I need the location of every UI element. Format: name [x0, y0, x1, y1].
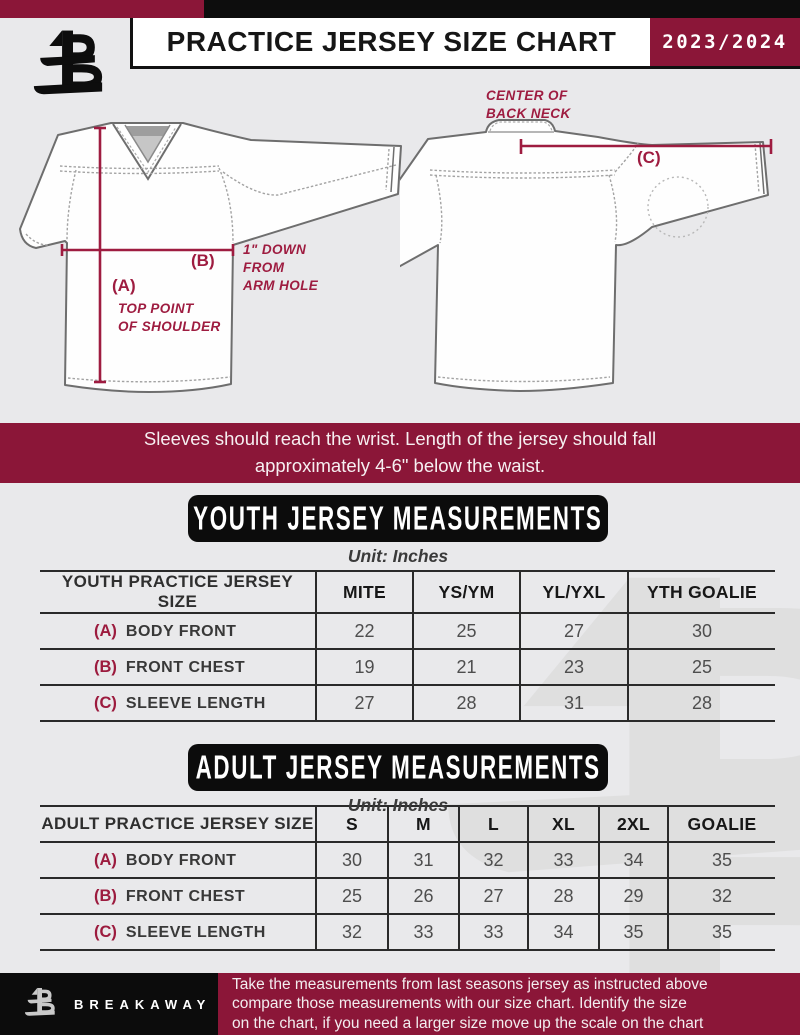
measure-c-caption-line2: BACK NECK — [486, 105, 571, 121]
cell-value: 33 — [528, 842, 599, 878]
cell-value: 32 — [316, 914, 388, 950]
page-title: PRACTICE JERSEY SIZE CHART — [166, 26, 617, 57]
cell-value: 27 — [520, 613, 628, 649]
youth-section-heading — [188, 495, 608, 542]
fit-notice-line2: approximately 4-6" below the waist. — [254, 455, 546, 476]
cell-value: 35 — [668, 842, 775, 878]
youth-size-goalie: YTH GOALIE — [628, 571, 775, 613]
cell-value: 35 — [668, 914, 775, 950]
cell-value: 30 — [628, 613, 775, 649]
fit-notice-line1: Sleeves should reach the wrist. Length of the jersey should fall — [143, 428, 657, 450]
adult-size-column-label: ADULT PRACTICE JERSEY SIZE — [40, 806, 316, 842]
adult-row-a-label — [40, 842, 316, 878]
cell-value: 25 — [316, 878, 388, 914]
cell-value: 28 — [413, 685, 520, 721]
adult-size-table — [40, 805, 775, 951]
cell-value: 34 — [599, 842, 668, 878]
cell-value: 23 — [520, 649, 628, 685]
front-jersey-diagram-icon — [10, 95, 410, 395]
table-row — [40, 842, 775, 878]
row-name: BODY FRONT — [125, 851, 237, 869]
back-jersey-diagram-icon — [400, 95, 800, 395]
cell-value: 21 — [413, 649, 520, 685]
cell-value: 19 — [316, 649, 413, 685]
adult-heading-text: ADULT JERSEY MEASUREMENTS — [195, 748, 601, 786]
cell-value: 25 — [413, 613, 520, 649]
adult-section-heading — [188, 744, 608, 791]
row-letter: (C) — [94, 693, 117, 712]
cell-value: 27 — [316, 685, 413, 721]
row-name: BODY FRONT — [125, 622, 237, 640]
footer-instruction-line1: Take the measurements from last seasons jersey as instructed above — [232, 976, 708, 994]
footer-instruction-line2: compare those measurements with our size chart. Identify the size — [232, 995, 687, 1013]
youth-size-ylyxl: YL/YXL — [520, 571, 628, 613]
measure-a-caption-line2: OF SHOULDER — [118, 318, 221, 334]
cell-value: 30 — [316, 842, 388, 878]
cell-value: 31 — [520, 685, 628, 721]
row-name: FRONT CHEST — [125, 658, 246, 676]
breakaway-footer-logo-icon — [24, 986, 60, 1022]
row-name: SLEEVE LENGTH — [125, 694, 266, 712]
youth-heading-text: YOUTH JERSEY MEASUREMENTS — [193, 499, 603, 537]
measure-c-label: (C) — [637, 148, 661, 167]
header-maroon-strip — [0, 0, 204, 18]
adult-size-goalie: GOALIE — [668, 806, 775, 842]
footer-instructions-panel — [218, 973, 800, 1035]
adult-size-m: M — [388, 806, 459, 842]
cell-value: 22 — [316, 613, 413, 649]
footer-instruction-line3: on the chart, if you need a larger size move up the scale on the chart — [232, 1014, 704, 1032]
measure-a-caption — [118, 300, 221, 336]
cell-value: 31 — [388, 842, 459, 878]
youth-row-b-label — [40, 649, 316, 685]
breakaway-logo-icon — [32, 26, 114, 102]
adult-row-b-label — [40, 878, 316, 914]
cell-value: 28 — [628, 685, 775, 721]
footer-brand-name: BREAKAWAY — [74, 996, 212, 1012]
youth-size-table — [40, 570, 775, 722]
table-row — [40, 685, 775, 721]
youth-row-c-label — [40, 685, 316, 721]
adult-size-xl: XL — [528, 806, 599, 842]
adult-size-2xl: 2XL — [599, 806, 668, 842]
youth-unit-label: Unit: Inches — [347, 546, 449, 566]
season-label: 2023/2024 — [662, 31, 788, 53]
row-letter: (C) — [94, 922, 117, 941]
cell-value: 32 — [668, 878, 775, 914]
cell-value: 27 — [459, 878, 528, 914]
season-banner — [650, 18, 800, 66]
header-black-strip — [204, 0, 800, 18]
measure-b-caption-line3: ARM HOLE — [243, 277, 319, 293]
table-row — [40, 649, 775, 685]
title-banner — [130, 18, 650, 66]
measure-b-caption — [243, 241, 318, 294]
measure-b-label: (B) — [191, 251, 215, 270]
youth-size-mite: MITE — [316, 571, 413, 613]
header-underline — [130, 66, 800, 69]
fit-notice-banner — [0, 423, 800, 483]
cell-value: 34 — [528, 914, 599, 950]
measure-a-caption-line1: TOP POINT — [118, 301, 194, 316]
cell-value: 26 — [388, 878, 459, 914]
footer-brand-panel — [0, 973, 218, 1035]
cell-value: 35 — [599, 914, 668, 950]
table-header-row — [40, 571, 775, 613]
measure-a-label: (A) — [112, 276, 136, 295]
measure-b-caption-line2: FROM — [243, 259, 285, 275]
row-letter: (A) — [94, 621, 117, 640]
cell-value: 33 — [388, 914, 459, 950]
row-letter: (A) — [94, 850, 117, 869]
table-row — [40, 878, 775, 914]
youth-row-a-label — [40, 613, 316, 649]
cell-value: 32 — [459, 842, 528, 878]
cell-value: 25 — [628, 649, 775, 685]
row-name: FRONT CHEST — [125, 887, 246, 905]
adult-unit-label: Unit: Inches — [347, 795, 449, 815]
measure-c-caption-line1: CENTER OF — [486, 88, 568, 103]
youth-size-column-label: YOUTH PRACTICE JERSEY SIZE — [40, 571, 316, 613]
cell-value: 28 — [528, 878, 599, 914]
measure-b-caption-line1: 1" DOWN — [243, 242, 307, 257]
measure-c-caption — [486, 87, 571, 123]
row-name: SLEEVE LENGTH — [125, 923, 266, 941]
adult-size-l: L — [459, 806, 528, 842]
row-letter: (B) — [94, 886, 117, 905]
row-letter: (B) — [94, 657, 117, 676]
cell-value: 29 — [599, 878, 668, 914]
adult-size-s: S — [316, 806, 388, 842]
cell-value: 33 — [459, 914, 528, 950]
youth-size-ysym: YS/YM — [413, 571, 520, 613]
adult-row-c-label — [40, 914, 316, 950]
table-row — [40, 914, 775, 950]
table-row — [40, 613, 775, 649]
